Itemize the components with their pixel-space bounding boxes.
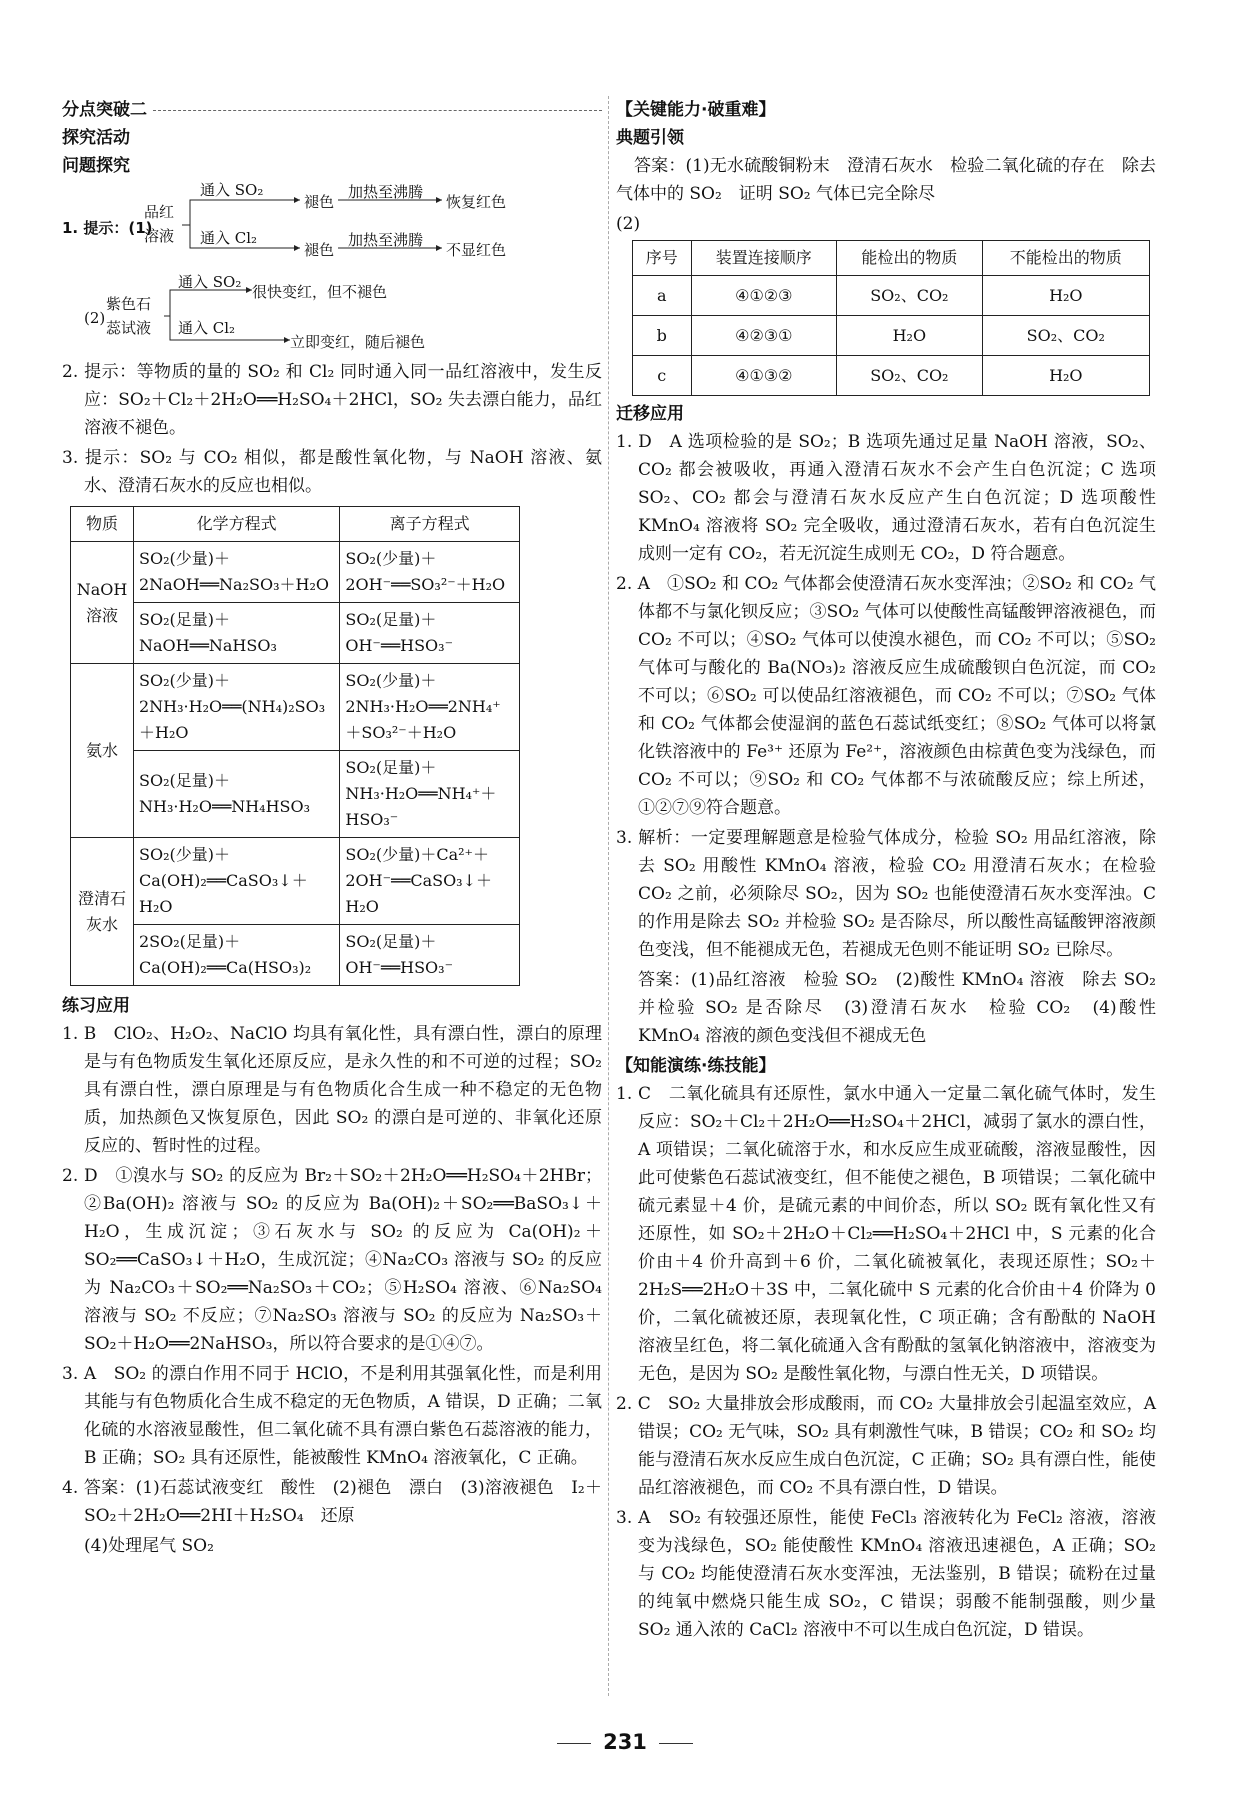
answer-paragraph: 答案：(1)无水硫酸铜粉末 澄清石灰水 检验二氧化硫的存在 除去气体中的 SO₂ 证明 SO₂ 气体已完全除尽 [616,156,1156,204]
table-cell: SO₂(足量)＋NH₃·H₂O══NH₄⁺＋HSO₃⁻ [340,751,520,838]
table-cell: SO₂(少量)＋2NH₃·H₂O══(NH₄)₂SO₃＋H₂O [134,664,340,751]
practice-item: 2. D ①溴水与 SO₂ 的反应为 Br₂＋SO₂＋2H₂O══H₂SO₄＋2HBr；②Ba(OH)₂ 溶液与 SO₂ 的反应为 Ba(OH)₂＋SO₂══BaSO₃↓＋H₂O，生成沉淀；③石灰水与 SO₂ 的反应为 Ca(OH)₂＋SO₂══CaSO₃↓＋H₂O，生成沉淀；④Na₂CO₃ 溶液与 SO₂ 的反应为 Na₂CO₃＋SO₂══Na₂SO₃＋CO₂；⑤H₂SO₄ 溶液、⑥Na₂SO₄ 溶液与 SO₂ 不反应；⑦Na₂SO₃ 溶液与 SO₂ 的反应为 Na₂SO₃＋SO₂＋H₂O══2NaHSO₃，所以符合要求的是①④⑦。 [62,1166,602,1354]
question-explore-heading: 问题探究 [62,156,130,176]
example-heading: 典题引领 [616,128,684,148]
practice-item: 3. A SO₂ 的漂白作用不同于 HClO，不是利用其强氧化性，而是利用其能与有色物质化合生成不稳定的无色物质，A 错误，D 正确；二氧化硫的水溶液显酸性，但二氧化硫不具有漂白紫色石蕊溶液的能力，B 正确；SO₂ 具有还原性，能被酸性 KMnO₄ 溶液氧化，C 正确。 [62,1364,602,1468]
diagram-source: 品红溶液 [144,203,175,245]
table-cell: SO₂(少量)＋2NaOH══Na₂SO₃＋H₂O [134,542,340,603]
equation-table: 物质 化学方程式 离子方程式 NaOH溶液 SO₂(少量)＋2NaOH══Na₂SO₃＋H₂O SO₂(少量)＋2OH⁻══SO₃²⁻＋H₂O SO₂(足量)＋NaOH══NaHSO₃ SO₂(足量)＋OH⁻══HSO₃⁻ 氨水 SO₂(少量)＋2NH₃·H₂O══(NH₄)₂SO₃＋H₂O SO₂(少量)＋2NH₃·H₂O══2NH₄⁺＋SO₃²⁻＋H₂O SO₂(足量)＋NH₃·H₂O══NH₄HSO₃ SO₂(足量)＋NH₃·H₂O══NH₄⁺＋HSO₃⁻ 澄清石灰水 SO₂(少量)＋Ca(OH)₂══CaSO₃↓＋H₂O SO₂(少量)＋Ca²⁺＋2OH⁻══CaSO₃↓＋H₂O 2SO₂(足量)＋Ca(OH)₂══Ca(HSO₃)₂ SO₂(足量)＋OH⁻══HSO₃⁻ [70,506,520,986]
transfer-item: 1. D A 选项检验的是 SO₂；B 选项先通过足量 NaOH 溶液，SO₂、CO₂ 都会被吸收，再通入澄清石灰水不会产生白色沉淀；C 选项 SO₂、CO₂ 都会与澄清石灰水反应产生白色沉淀；D 选项酸性 KMnO₄ 溶液将 SO₂ 完全吸收，通过澄清石灰水，若有白色沉淀生成则一定有 CO₂，若无沉淀生成则无 CO₂，D 符合题意。 [616,432,1156,564]
skills-item: 3. A SO₂ 有较强还原性，能使 FeCl₃ 溶液转化为 FeCl₂ 溶液，溶液变为浅绿色，SO₂ 能使酸性 KMnO₄ 溶液迅速褪色，A 正确；SO₂ 与 CO₂ 均能使澄清石灰水变浑浊，无法鉴别，B 错误；硫粉在过量的纯氧中燃烧只能生成 SO₂，C 错误；弱酸不能制强酸，则少量 SO₂ 通入浓的 CaCl₂ 溶液中不可以生成白色沉淀，D 错误。 [616,1508,1156,1640]
q2-paragraph: 2. 提示：等物质的量的 SO₂ 和 Cl₂ 同时通入同一品红溶液中，发生反应：SO₂＋Cl₂＋2H₂O══H₂SO₄＋2HCl，SO₂ 失去漂白能力，品红溶液不褪色。 [62,362,602,438]
transfer-answer: 答案：(1)品红溶液 检验 SO₂ (2)酸性 KMnO₄ 溶液 除去 SO₂ 并检验 SO₂ 是否除尽 (3)澄清石灰水 检验 CO₂ (4)酸性 KMnO₄ 溶液的颜色变浅但不褪成无色 [638,970,1156,1046]
litmus-diagram: (2) 紫色石蕊试液 通入 SO₂ 很快变红，但不褪色 通入 Cl₂ 立即变红，随后褪色 [62,274,602,358]
table-cell: SO₂(足量)＋OH⁻══HSO₃⁻ [340,925,520,986]
transfer-heading: 迁移应用 [616,404,684,424]
left-column [62,96,602,1562]
section-heading: 分点突破二 [62,96,602,124]
table-cell: SO₂(少量)＋2OH⁻══SO₃²⁻＋H₂O [340,542,520,603]
key-ability-heading: 【关键能力·破重难】 [616,100,776,120]
table-cell: SO₂(足量)＋NH₃·H₂O══NH₄HSO₃ [134,751,340,838]
table-cell: SO₂(少量)＋2NH₃·H₂O══2NH₄⁺＋SO₃²⁻＋H₂O [340,664,520,751]
transfer-item: 2. A ①SO₂ 和 CO₂ 气体都会使澄清石灰水变浑浊；②SO₂ 和 CO₂ 气体都不与氯化钡反应；③SO₂ 气体可以使酸性高锰酸钾溶液褪色，而 CO₂ 不可以；④SO₂ 气体可以使溴水褪色，而 CO₂ 不可以；⑤SO₂ 气体可与酸化的 Ba(NO₃)₂ 溶液反应生成硫酸钡白色沉淀，而 CO₂ 不可以；⑥SO₂ 可以使品红溶液褪色，而 CO₂ 不可以；⑦SO₂ 气体和 CO₂ 气体都会使湿润的蓝色石蕊试纸变红；⑧SO₂ 气体可以将氯化铁溶液中的 Fe³⁺ 还原为 Fe²⁺，溶液颜色由棕黄色变为浅绿色，而 CO₂ 不可以；⑨SO₂ 和 CO₂ 气体都不与浓硫酸反应；综上所述，①②⑦⑨符合题意。 [616,574,1156,818]
q3-paragraph: 3. 提示：SO₂ 与 CO₂ 相似，都是酸性氧化物，与 NaOH 溶液、氨水、澄清石灰水的反应也相似。 [62,448,602,496]
table-cell: SO₂(足量)＋NaOH══NaHSO₃ [134,603,340,664]
answer-sub: (2) [616,214,641,234]
practice-item: 1. B ClO₂、H₂O₂、NaClO 均具有氧化性，具有漂白性，漂白的原理是与有色物质发生氧化还原反应，是永久性的和不可逆的过程；SO₂ 具有漂白性，漂白原理是与有色物质化合生成一种不稳定的无色物质，加热颜色又恢复原色，因此 SO₂ 的漂白是可逆的、非氧化还原反应的、暂时性的过程。 [62,1024,602,1156]
table-cell: SO₂(少量)＋Ca²⁺＋2OH⁻══CaSO₃↓＋H₂O [340,838,520,925]
activity-heading: 探究活动 [62,128,130,148]
table-cell: 2SO₂(足量)＋Ca(OH)₂══Ca(HSO₃)₂ [134,925,340,986]
page-footer [0,1728,1250,1756]
skills-item: 1. C 二氧化硫具有还原性，氯水中通入一定量二氧化硫气体时，发生反应：SO₂＋Cl₂＋2H₂O══H₂SO₄＋2HCl，减弱了氯水的漂白性，A 项错误；二氧化硫溶于水，和水反应生成亚硫酸，溶液显酸性，因此可使紫色石蕊试液变红，但不能使之褪色，B 项错误；二氧化硫中硫元素显＋4 价，是硫元素的中间价态，所以 SO₂ 既有氧化性又有还原性，如 SO₂＋2H₂O＋Cl₂══H₂SO₄＋2HCl 中，S 元素的化合价由＋4 价升高到＋6 价，二氧化硫被氧化，表现还原性；SO₂＋2H₂S══2H₂O＋3S 中，二氧化硫中 S 元素的化合价由＋4 价降为 0 价，二氧化硫被还原，表现氧化性，C 项正确；含有酚酞的 NaOH 溶液呈红色，将二氧化硫通入含有酚酞的氢氧化钠溶液中，溶液变为无色，是因为 SO₂ 是酸性氧化物，与漂白性无关，D 项错误。 [616,1084,1156,1384]
skills-item: 2. C SO₂ 大量排放会形成酸雨，而 CO₂ 大量排放会引起温室效应，A 错误；CO₂ 无气味，SO₂ 具有刺激性气味，B 错误；CO₂ 和 SO₂ 均能与澄清石灰水反应生成白色沉淀，C 正确；SO₂ 具有漂白性，能使品红溶液褪色，而 CO₂ 不具有漂白性，D 错误。 [616,1394,1156,1498]
practice-heading: 练习应用 [62,996,130,1016]
practice-item: (4)处理尾气 SO₂ [84,1536,214,1556]
page-number: 231 [603,1730,647,1754]
column-divider [608,96,609,1696]
device-table: 序号 装置连接顺序 能检出的物质 不能检出的物质 a ④①②③ SO₂、CO₂ H₂O b ④②③① H₂O SO₂、CO₂ c ④①③② SO₂、CO₂ H₂O [632,240,1150,396]
pinkred-diagram: 1. 提示：(1) 品红溶液 通入 SO₂ 褪色 加热至沸腾 恢复红色 通入 Cl₂ 褪色 加热至沸腾 不显红色 [62,180,602,270]
table-cell: SO₂(少量)＋Ca(OH)₂══CaSO₃↓＋H₂O [134,838,340,925]
skills-heading: 【知能演练·练技能】 [616,1056,776,1076]
practice-item: 4. 答案：(1)石蕊试液变红 酸性 (2)褪色 漂白 (3)溶液褪色 I₂＋SO₂＋2H₂O══2HI＋H₂SO₄ 还原 [62,1478,602,1526]
transfer-item: 3. 解析：一定要理解题意是检验气体成分，检验 SO₂ 用品红溶液，除去 SO₂ 用酸性 KMnO₄ 溶液，检验 CO₂ 用澄清石灰水；在检验 CO₂ 之前，必须除尽 SO₂，因为 SO₂ 也能使澄清石灰水变浑浊。C 的作用是除去 SO₂ 并检验 SO₂ 是否除尽，所以酸性高锰酸钾溶液颜色变浅，但不能褪成无色，若褪成无色则不能证明 SO₂ 已除尽。 [616,828,1156,960]
right-column [616,96,1156,1646]
table-cell: SO₂(足量)＋OH⁻══HSO₃⁻ [340,603,520,664]
